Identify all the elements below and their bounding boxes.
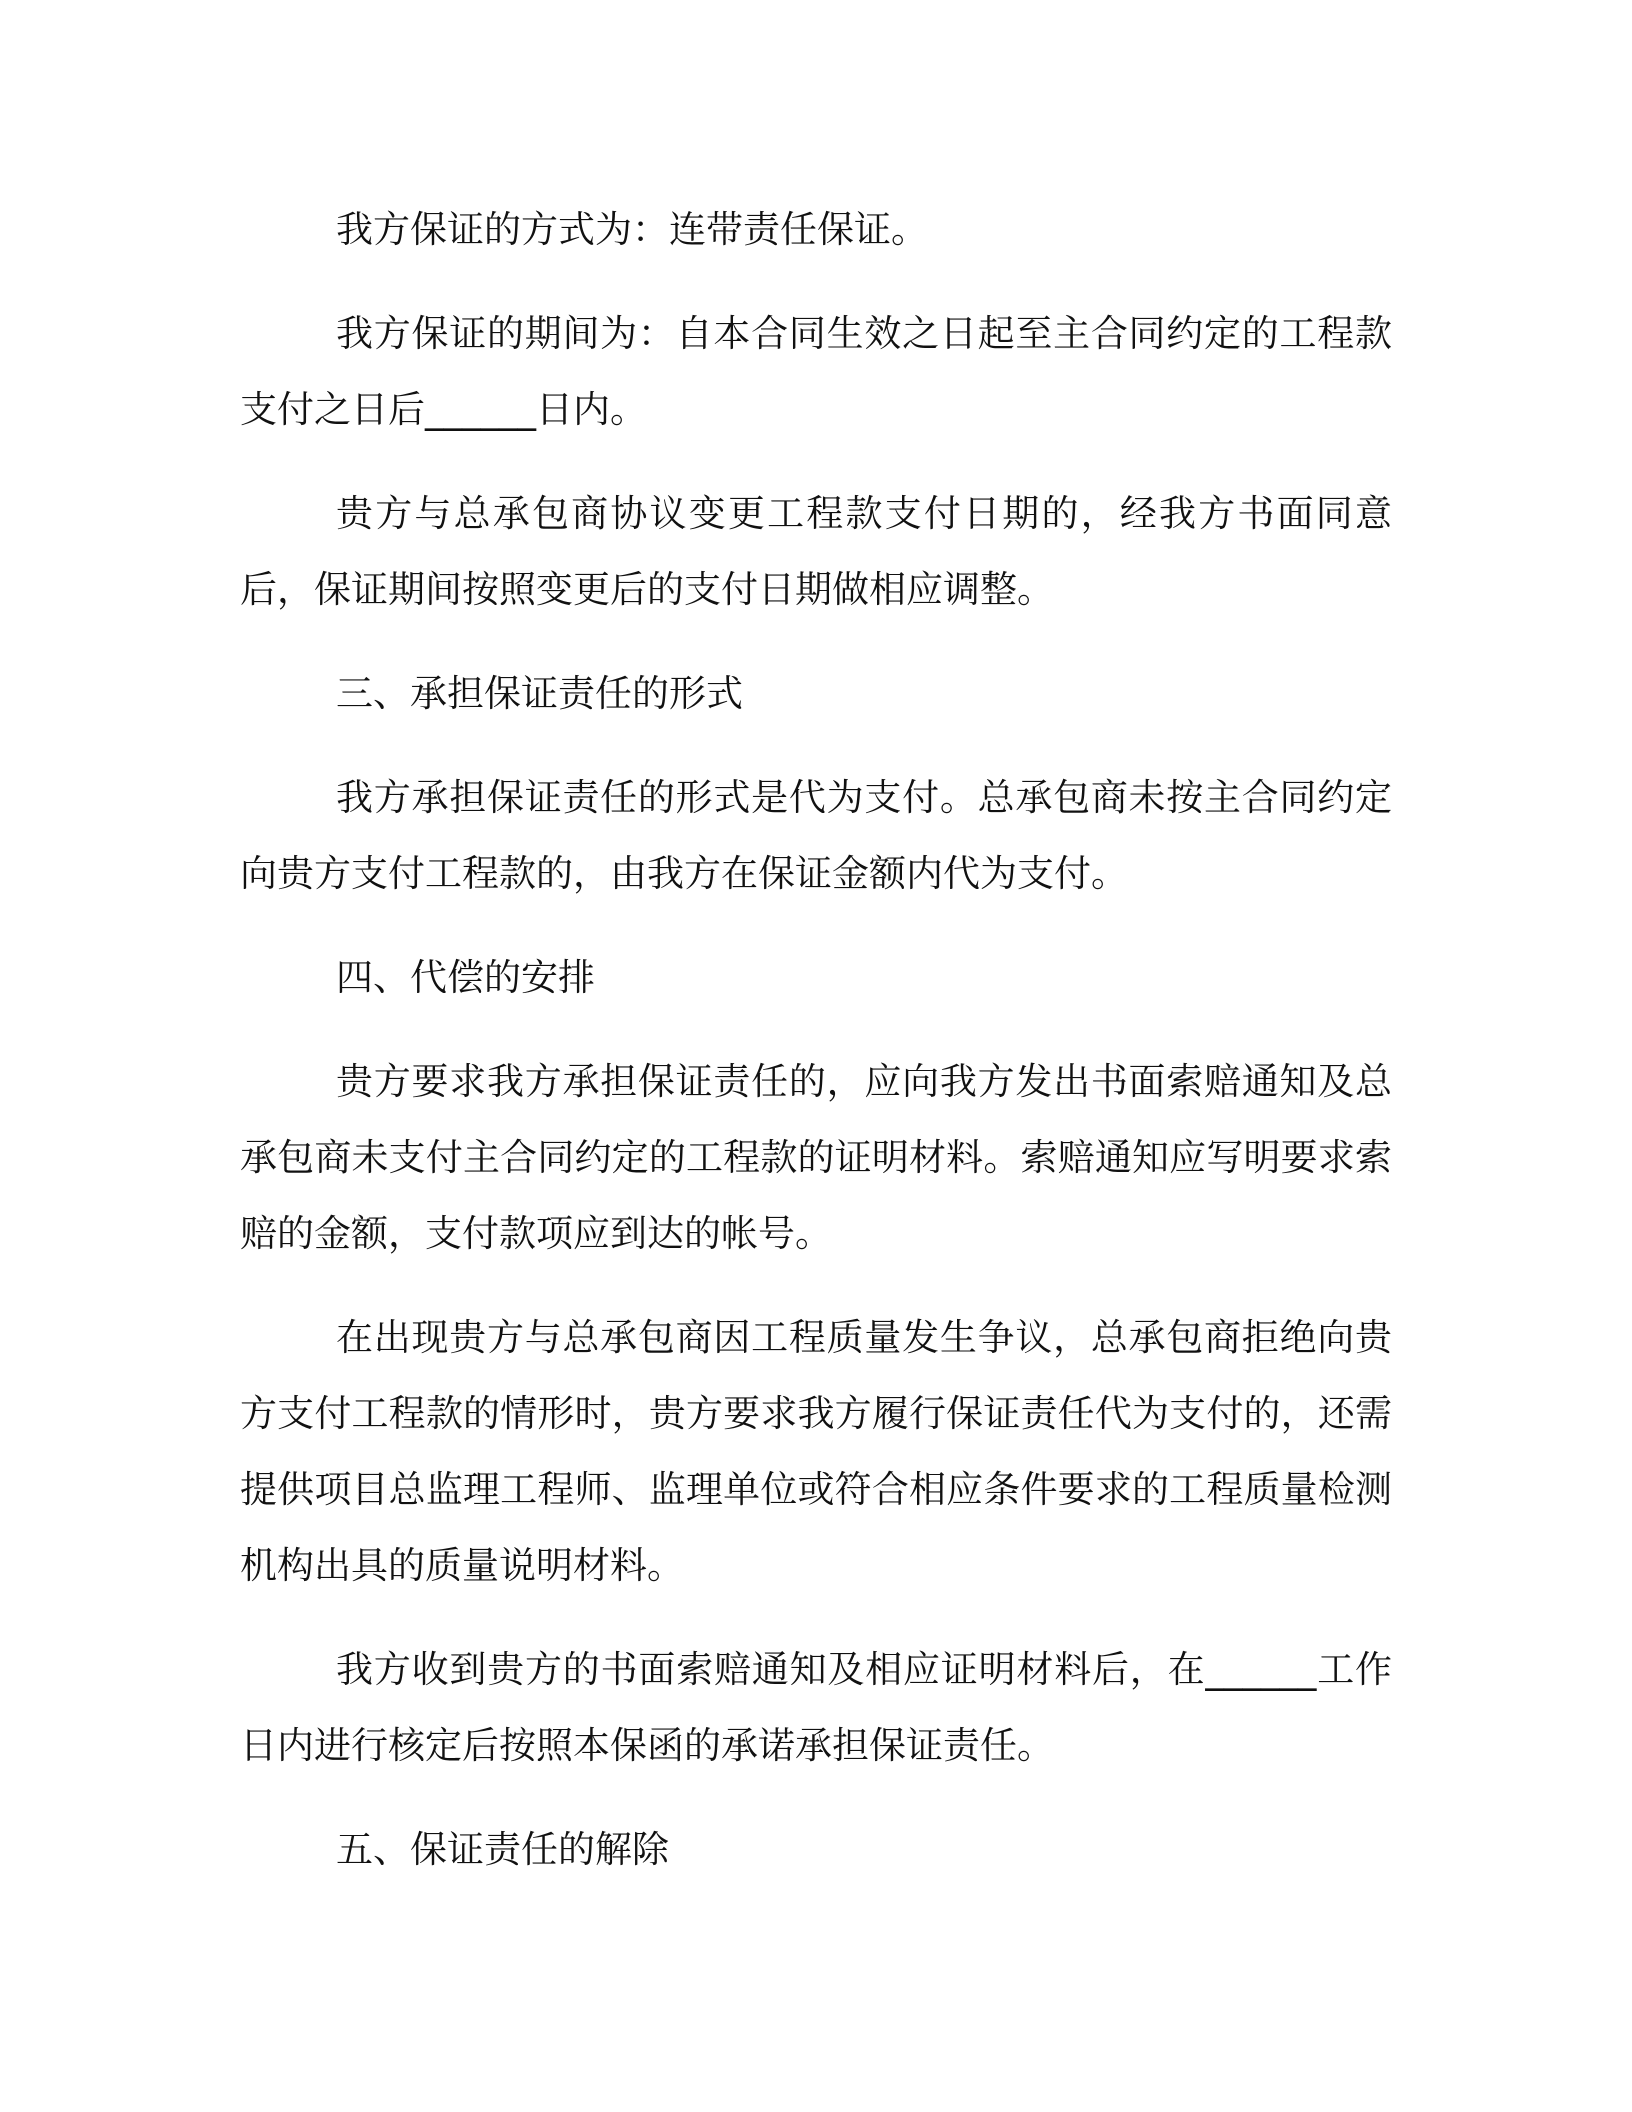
section-heading-4: 四、代偿的安排 bbox=[336, 956, 595, 999]
paragraph-guarantee-method: 我方保证的方式为：连带责任保证。 bbox=[336, 208, 928, 251]
section-heading-5: 五、保证责任的解除 bbox=[336, 1828, 669, 1871]
paragraph-liability-form: 我方承担保证责任的形式是代为支付。总承包商未按主合同约定向贵方支付工程款的，由我方在保证金额内代为支付。 bbox=[240, 776, 1392, 895]
paragraph-period-adjustment: 贵方与总承包商协议变更工程款支付日期的，经我方书面同意后，保证期间按照变更后的支付日期做相应调整。 bbox=[240, 492, 1392, 611]
paragraph-quality-dispute: 在出现贵方与总承包商因工程质量发生争议，总承包商拒绝向贵方支付工程款的情形时，贵方要求我方履行保证责任代为支付的，还需提供项目总监理工程师、监理单位或符合相应条件要求的工程质量检测机构出具的质量说明材料。 bbox=[240, 1316, 1392, 1587]
paragraph-verification-period: 我方收到贵方的书面索赔通知及相应证明材料后，在______工作日内进行核定后按照本保函的承诺承担保证责任。 bbox=[240, 1648, 1392, 1767]
paragraph-guarantee-period: 我方保证的期间为：自本合同生效之日起至主合同约定的工程款支付之日后______日内。 bbox=[240, 312, 1392, 431]
section-heading-3: 三、承担保证责任的形式 bbox=[336, 672, 743, 715]
paragraph-claim-notice: 贵方要求我方承担保证责任的，应向我方发出书面索赔通知及总承包商未支付主合同约定的工程款的证明材料。索赔通知应写明要求索赔的金额，支付款项应到达的帐号。 bbox=[240, 1060, 1392, 1255]
document-body bbox=[240, 192, 1392, 1888]
